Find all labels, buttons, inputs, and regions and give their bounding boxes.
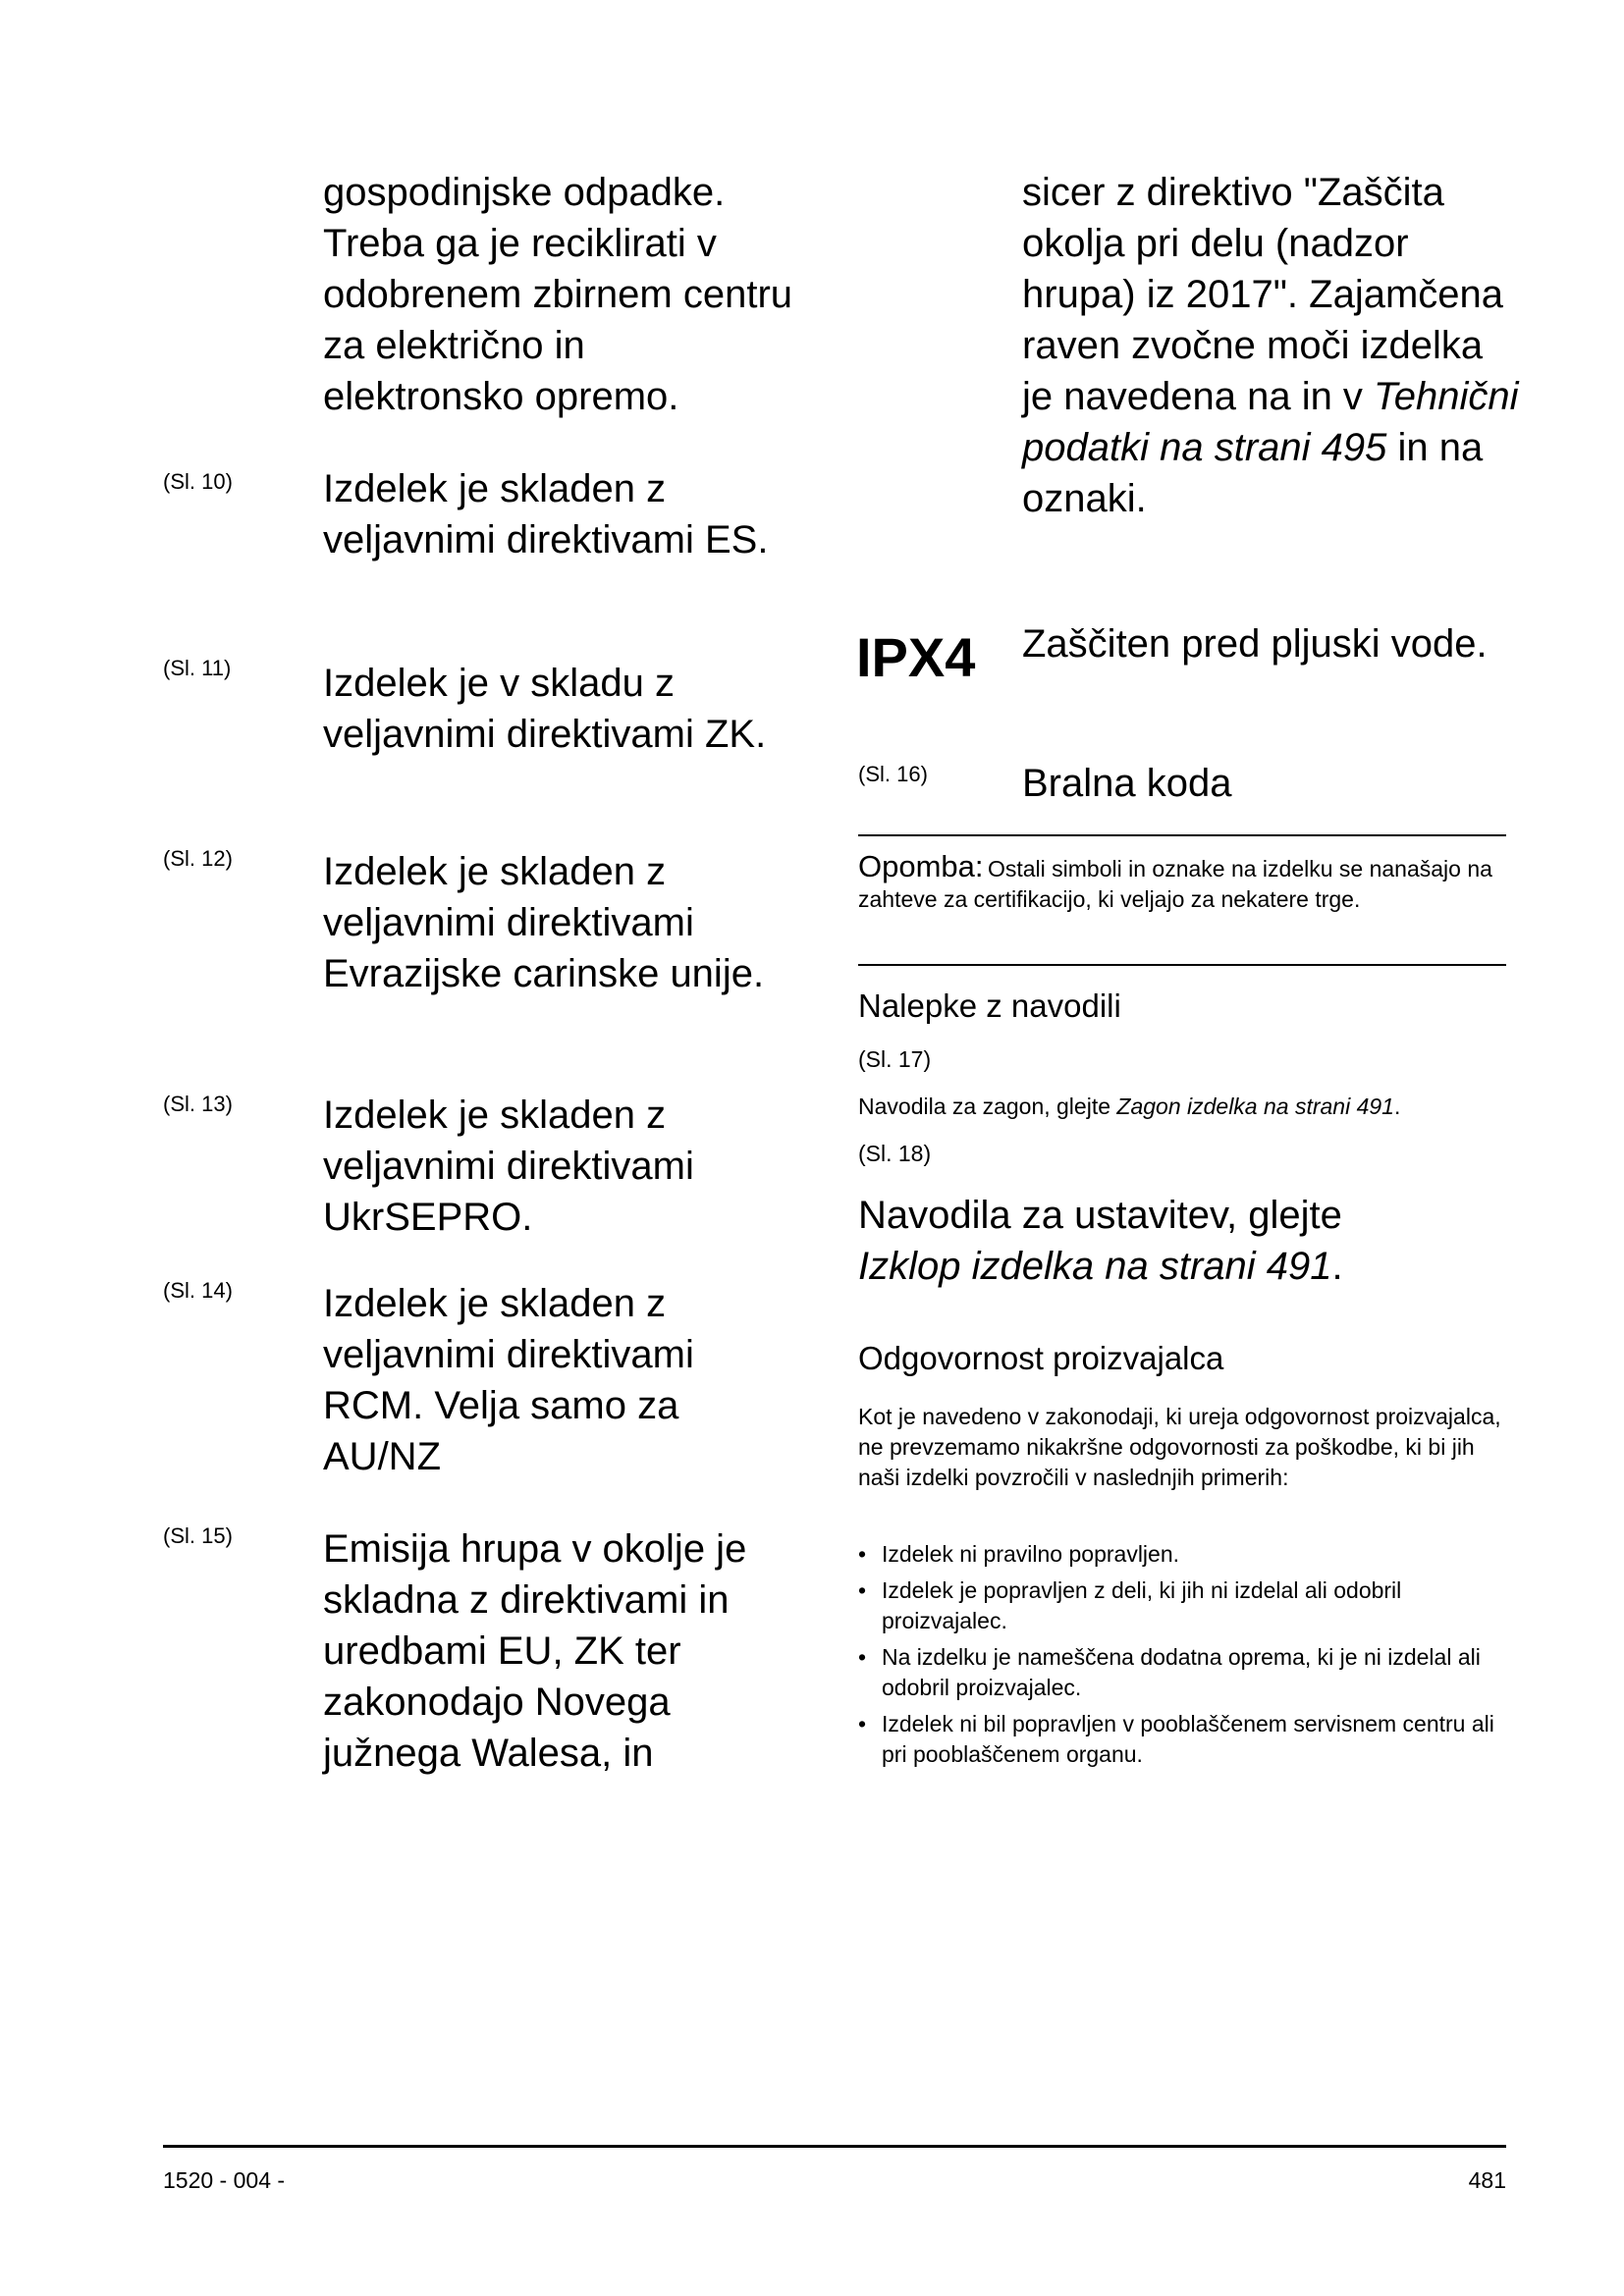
symbol-desc-10: Izdelek je skladen z veljavnimi direktivami ES. — [323, 467, 769, 561]
barcode-desc: Bralna koda — [1022, 762, 1232, 805]
symbol-desc-13: Izdelek je skladen z veljavnimi direktivami UkrSEPRO. — [323, 1094, 694, 1239]
list-item: • Izdelek ni pravilno popravljen. — [858, 1539, 1506, 1570]
figure-ref-15: (Sl. 15) — [163, 1523, 233, 1548]
list-item: • Izdelek ni bil popravljen v pooblaščenem servisnem centru ali pri pooblaščenem organu. — [858, 1709, 1506, 1770]
note-label: Opomba: — [858, 849, 984, 883]
symbol-desc-12: Izdelek je skladen z veljavnimi direktivami Evrazijske carinske unije. — [323, 850, 765, 995]
liability-bullet-list — [858, 1539, 1506, 1776]
figure-ref-14: (Sl. 14) — [163, 1278, 233, 1303]
tech-data-link[interactable]: Tehnični podatki na strani 495 — [1022, 375, 1519, 469]
heading-instruction-labels: Nalepke z navodili — [858, 988, 1121, 1024]
symbol-desc-14: Izdelek je skladen z veljavnimi direktivami RCM. Velja samo za AU/NZ — [323, 1282, 694, 1478]
start-instructions: Navodila za zagon, glejte Zagon izdelka na strani 491. — [858, 1094, 1401, 1119]
figure-ref-13: (Sl. 13) — [163, 1092, 233, 1116]
list-item: • Izdelek je popravljen z deli, ki jih ni izdelal ali odobril proizvajalec. — [858, 1575, 1506, 1636]
page-number: 481 — [1468, 2167, 1506, 2193]
note-bottom-rule — [858, 964, 1506, 966]
figure-ref-11: (Sl. 11) — [163, 656, 232, 680]
figure-ref-10: (Sl. 10) — [163, 469, 233, 494]
ipx4-desc: Zaščiten pred pljuski vode. — [1022, 622, 1488, 666]
stop-instructions: Navodila za ustavitev, glejte Izklop izdelka na strani 491. — [858, 1194, 1343, 1288]
footer-rule — [163, 2145, 1506, 2148]
figure-ref-18: (Sl. 18) — [858, 1141, 932, 1166]
start-link[interactable]: Zagon izdelka na strani 491 — [1116, 1094, 1394, 1119]
symbol-desc-15: Emisija hrupa v okolje je skladna z direktivami in uredbami EU, ZK ter zakonodajo Novega južnega Walesa, in — [323, 1527, 747, 1775]
figure-ref-17: (Sl. 17) — [858, 1046, 932, 1072]
left-intro-text: gospodinjske odpadke. Treba ga je reciklirati v odobrenem zbirnem centru za električno in elektronsko opremo. — [323, 171, 793, 418]
list-item: • Na izdelku je nameščena dodatna oprema, ki je ni izdelal ali odobril proizvajalec. — [858, 1642, 1506, 1703]
note-text: Ostali simboli in oznake na izdelku se nanašajo na zahteve za certifikacijo, ki veljajo za nekatere trge. — [858, 856, 1492, 912]
stop-link[interactable]: Izklop izdelka na strani 491 — [858, 1245, 1332, 1288]
figure-ref-12: (Sl. 12) — [163, 846, 233, 871]
figure-ref-16: (Sl. 16) — [858, 762, 928, 786]
footer-doc-code: 1520 - 004 - — [163, 2167, 286, 2193]
heading-manufacturer-liability: Odgovornost proizvajalca — [858, 1340, 1224, 1376]
ipx4-symbol: IPX4 — [856, 626, 976, 688]
symbol-desc-11: Izdelek je v skladu z veljavnimi direktivami ZK. — [323, 662, 767, 756]
note-top-rule — [858, 834, 1506, 836]
note-block — [858, 850, 1506, 915]
liability-text: Kot je navedeno v zakonodaji, ki ureja odgovornost proizvajalca, ne prevzemamo nikakršne odgovornosti za poškodbe, ki bi jih naši izdelki povzročili v naslednjih primerih: — [858, 1404, 1501, 1490]
noise-emission-continued: sicer z direktivo "Zaščita okolja pri delu (nadzor hrupa) iz 2017". Zajamčena raven zvočne moči izdelka je navedena na in v Tehnični podatki na strani 495 in na oznaki. — [1022, 171, 1519, 520]
